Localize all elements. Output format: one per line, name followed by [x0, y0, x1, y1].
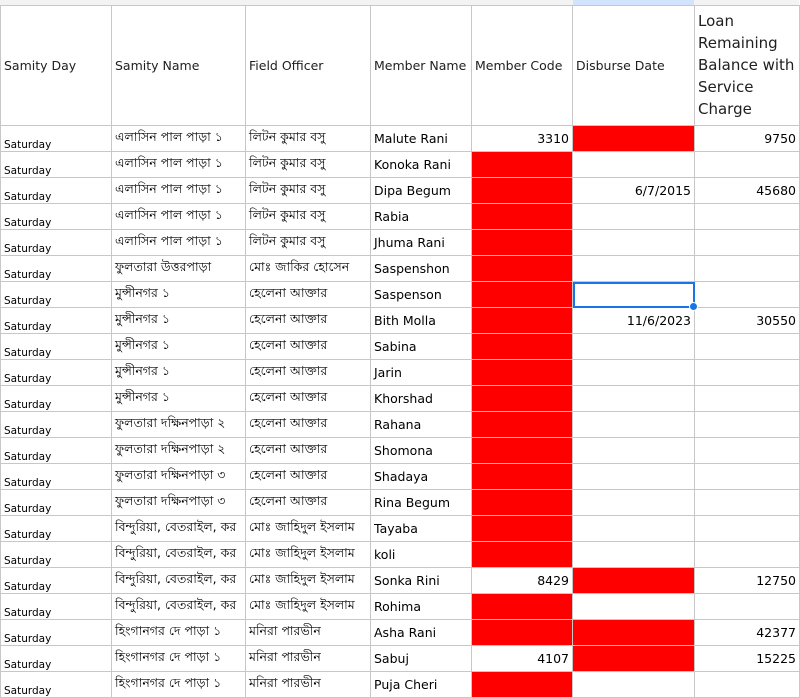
cell-samity-day[interactable]: Saturday: [1, 282, 112, 308]
header-disburse-date[interactable]: Disburse Date: [573, 6, 695, 126]
cell-field-officer[interactable]: মোঃ জাহিদুল ইসলাম: [246, 542, 371, 568]
cell-disburse-date[interactable]: [573, 672, 695, 698]
cell-member-code[interactable]: [472, 386, 573, 412]
cell-samity-name[interactable]: বিন্দুরিয়া, বেতরাইল, কর: [112, 594, 246, 620]
cell-samity-name[interactable]: এলাসিন পাল পাড়া ১: [112, 126, 246, 152]
table-row: [1, 256, 800, 282]
cell-member-code[interactable]: [472, 178, 573, 204]
cell-member-code[interactable]: [472, 672, 573, 698]
cell-disburse-date[interactable]: [573, 386, 695, 412]
header-member-code[interactable]: Member Code: [472, 6, 573, 126]
cell-member-code[interactable]: [472, 620, 573, 646]
cell-samity-day[interactable]: Saturday: [1, 360, 112, 386]
cell-member-code[interactable]: [472, 360, 573, 386]
cell-member-code[interactable]: [472, 308, 573, 334]
table-row: [1, 542, 800, 568]
cell-loan-balance[interactable]: [695, 360, 800, 386]
cell-disburse-date[interactable]: [573, 204, 695, 230]
cell-disburse-date[interactable]: [573, 256, 695, 282]
cell-member-code[interactable]: [472, 204, 573, 230]
cell-disburse-date[interactable]: [573, 230, 695, 256]
header-field-officer[interactable]: Field Officer: [246, 6, 371, 126]
cell-samity-day[interactable]: Saturday: [1, 672, 112, 698]
cell-samity-day[interactable]: Saturday: [1, 412, 112, 438]
cell-samity-name[interactable]: হিংগানগর দে পাড়া ১: [112, 672, 246, 698]
cell-member-name[interactable]: Rohima: [371, 594, 472, 620]
cell-field-officer[interactable]: লিটন কুমার বসু: [246, 230, 371, 256]
cell-samity-name[interactable]: বিন্দুরিয়া, বেতরাইল, কর: [112, 542, 246, 568]
cell-samity-day[interactable]: Saturday: [1, 464, 112, 490]
cell-member-name[interactable]: Bith Molla: [371, 308, 472, 334]
cell-field-officer[interactable]: হেলেনা আক্তার: [246, 412, 371, 438]
cell-loan-balance[interactable]: 12750: [695, 568, 800, 594]
cell-field-officer[interactable]: লিটন কুমার বসু: [246, 204, 371, 230]
cell-loan-balance[interactable]: [695, 542, 800, 568]
cell-member-name[interactable]: Tayaba: [371, 516, 472, 542]
cell-member-code[interactable]: [472, 516, 573, 542]
cell-samity-day[interactable]: Saturday: [1, 204, 112, 230]
table-row: [1, 620, 800, 646]
cell-member-name[interactable]: Sonka Rini: [371, 568, 472, 594]
cell-loan-balance[interactable]: [695, 334, 800, 360]
table-row: [1, 360, 800, 386]
cell-disburse-date[interactable]: 6/7/2015: [573, 178, 695, 204]
header-row: [1, 6, 800, 126]
cell-field-officer[interactable]: মোঃ জাহিদুল ইসলাম: [246, 594, 371, 620]
cell-member-name[interactable]: Dipa Begum: [371, 178, 472, 204]
cell-field-officer[interactable]: মনিরা পারভীন: [246, 620, 371, 646]
cell-loan-balance[interactable]: [695, 672, 800, 698]
cell-member-name[interactable]: Asha Rani: [371, 620, 472, 646]
cell-field-officer[interactable]: হেলেনা আক্তার: [246, 282, 371, 308]
cell-disburse-date[interactable]: 11/6/2023: [573, 308, 695, 334]
cell-samity-name[interactable]: এলাসিন পাল পাড়া ১: [112, 204, 246, 230]
cell-disburse-date[interactable]: [573, 542, 695, 568]
cell-samity-day[interactable]: Saturday: [1, 152, 112, 178]
cell-disburse-date[interactable]: [573, 516, 695, 542]
cell-disburse-date[interactable]: [573, 464, 695, 490]
cell-member-code[interactable]: [472, 412, 573, 438]
cell-loan-balance[interactable]: [695, 256, 800, 282]
cell-samity-name[interactable]: ফুলতারা দক্ষিনপাড়া ২: [112, 438, 246, 464]
cell-samity-day[interactable]: Saturday: [1, 646, 112, 672]
cell-samity-name[interactable]: মুন্সীনগর ১: [112, 386, 246, 412]
cell-member-name[interactable]: Saspenson: [371, 282, 472, 308]
cell-member-name[interactable]: Rina Begum: [371, 490, 472, 516]
cell-field-officer[interactable]: হেলেনা আক্তার: [246, 386, 371, 412]
cell-samity-day[interactable]: Saturday: [1, 308, 112, 334]
cell-samity-day[interactable]: Saturday: [1, 126, 112, 152]
cell-field-officer[interactable]: হেলেনা আক্তার: [246, 438, 371, 464]
cell-samity-day[interactable]: Saturday: [1, 386, 112, 412]
cell-member-name[interactable]: Jhuma Rani: [371, 230, 472, 256]
cell-loan-balance[interactable]: [695, 386, 800, 412]
cell-samity-name[interactable]: ফুলতারা দক্ষিনপাড়া ৩: [112, 490, 246, 516]
cell-field-officer[interactable]: হেলেনা আক্তার: [246, 464, 371, 490]
cell-member-code[interactable]: 4107: [472, 646, 573, 672]
header-member-name[interactable]: Member Name: [371, 6, 472, 126]
cell-loan-balance[interactable]: [695, 412, 800, 438]
table-row: [1, 308, 800, 334]
cell-member-code[interactable]: [472, 542, 573, 568]
cell-member-name[interactable]: koli: [371, 542, 472, 568]
table-row: [1, 516, 800, 542]
cell-loan-balance[interactable]: 15225: [695, 646, 800, 672]
cell-loan-balance[interactable]: 45680: [695, 178, 800, 204]
cell-samity-name[interactable]: এলাসিন পাল পাড়া ১: [112, 152, 246, 178]
cell-loan-balance[interactable]: 9750: [695, 126, 800, 152]
table-row: [1, 646, 800, 672]
cell-member-code[interactable]: 3310: [472, 126, 573, 152]
cell-member-name[interactable]: Saspenshon: [371, 256, 472, 282]
cell-loan-balance[interactable]: [695, 490, 800, 516]
cell-field-officer[interactable]: মোঃ জাকির হোসেন: [246, 256, 371, 282]
header-samity-day[interactable]: Samity Day: [1, 6, 112, 126]
cell-samity-name[interactable]: মুন্সীনগর ১: [112, 360, 246, 386]
cell-field-officer[interactable]: লিটন কুমার বসু: [246, 178, 371, 204]
cell-samity-name[interactable]: ফুলতারা দক্ষিনপাড়া ৩: [112, 464, 246, 490]
table-row: [1, 412, 800, 438]
cell-member-name[interactable]: Konoka Rani: [371, 152, 472, 178]
table-row: [1, 152, 800, 178]
cell-samity-name[interactable]: মুন্সীনগর ১: [112, 334, 246, 360]
cell-samity-name[interactable]: ফুলতারা উত্তরপাড়া: [112, 256, 246, 282]
cell-loan-balance[interactable]: [695, 438, 800, 464]
cell-field-officer[interactable]: মোঃ জাহিদুল ইসলাম: [246, 516, 371, 542]
cell-field-officer[interactable]: হেলেনা আক্তার: [246, 360, 371, 386]
cell-disburse-date[interactable]: [573, 438, 695, 464]
table-row: [1, 672, 800, 698]
cell-loan-balance[interactable]: [695, 516, 800, 542]
cell-field-officer[interactable]: মনিরা পারভীন: [246, 646, 371, 672]
cell-loan-balance[interactable]: [695, 204, 800, 230]
cell-member-code[interactable]: [472, 490, 573, 516]
table-row: [1, 334, 800, 360]
cell-samity-name[interactable]: মুন্সীনগর ১: [112, 308, 246, 334]
cell-member-code[interactable]: [472, 438, 573, 464]
cell-member-code[interactable]: 8429: [472, 568, 573, 594]
cell-disburse-date[interactable]: [573, 360, 695, 386]
cell-samity-name[interactable]: এলাসিন পাল পাড়া ১: [112, 178, 246, 204]
cell-loan-balance[interactable]: [695, 282, 800, 308]
cell-samity-day[interactable]: Saturday: [1, 334, 112, 360]
table-row: [1, 490, 800, 516]
table-row: [1, 594, 800, 620]
cell-samity-name[interactable]: হিংগানগর দে পাড়া ১: [112, 646, 246, 672]
cell-loan-balance[interactable]: 30550: [695, 308, 800, 334]
cell-member-name[interactable]: Rabia: [371, 204, 472, 230]
cell-field-officer[interactable]: মোঃ জাহিদুল ইসলাম: [246, 568, 371, 594]
cell-member-name[interactable]: Jarin: [371, 360, 472, 386]
cell-samity-day[interactable]: Saturday: [1, 568, 112, 594]
cell-member-name[interactable]: Shadaya: [371, 464, 472, 490]
cell-samity-day[interactable]: Saturday: [1, 256, 112, 282]
cell-samity-day[interactable]: Saturday: [1, 230, 112, 256]
cell-member-name[interactable]: Malute Rani: [371, 126, 472, 152]
cell-disburse-date[interactable]: [573, 490, 695, 516]
cell-field-officer[interactable]: লিটন কুমার বসু: [246, 152, 371, 178]
table-row: [1, 230, 800, 256]
cell-samity-name[interactable]: মুন্সীনগর ১: [112, 282, 246, 308]
cell-field-officer[interactable]: লিটন কুমার বসু: [246, 126, 371, 152]
table-row: [1, 178, 800, 204]
cell-disburse-date[interactable]: [573, 594, 695, 620]
cell-member-name[interactable]: Shomona: [371, 438, 472, 464]
table-row: [1, 464, 800, 490]
cell-samity-name[interactable]: বিন্দুরিয়া, বেতরাইল, কর: [112, 568, 246, 594]
cell-disburse-date[interactable]: [573, 152, 695, 178]
cell-loan-balance[interactable]: [695, 464, 800, 490]
cell-samity-name[interactable]: হিংগানগর দে পাড়া ১: [112, 620, 246, 646]
table-row: [1, 568, 800, 594]
loan-table: [0, 5, 800, 698]
cell-field-officer[interactable]: মনিরা পারভীন: [246, 672, 371, 698]
cell-disburse-date[interactable]: [573, 568, 695, 594]
cell-member-name[interactable]: Khorshad: [371, 386, 472, 412]
cell-samity-day[interactable]: Saturday: [1, 594, 112, 620]
header-samity-name[interactable]: Samity Name: [112, 6, 246, 126]
cell-samity-name[interactable]: এলাসিন পাল পাড়া ১: [112, 230, 246, 256]
cell-samity-day[interactable]: Saturday: [1, 438, 112, 464]
cell-member-code[interactable]: [472, 230, 573, 256]
cell-member-code[interactable]: [472, 152, 573, 178]
table-row: [1, 282, 800, 308]
cell-samity-day[interactable]: Saturday: [1, 620, 112, 646]
cell-field-officer[interactable]: হেলেনা আক্তার: [246, 308, 371, 334]
cell-loan-balance[interactable]: [695, 594, 800, 620]
header-loan-balance[interactable]: Loan Remaining Balance with Service Charge: [695, 6, 800, 126]
cell-member-name[interactable]: Rahana: [371, 412, 472, 438]
cell-disburse-date[interactable]: [573, 334, 695, 360]
cell-disburse-date[interactable]: [573, 412, 695, 438]
cell-disburse-date[interactable]: [573, 646, 695, 672]
cell-disburse-date[interactable]: [573, 126, 695, 152]
cell-loan-balance[interactable]: [695, 152, 800, 178]
fill-handle[interactable]: [689, 302, 698, 311]
cell-loan-balance[interactable]: [695, 230, 800, 256]
table-row: [1, 204, 800, 230]
cell-loan-balance[interactable]: 42377: [695, 620, 800, 646]
cell-member-name[interactable]: Puja Cheri: [371, 672, 472, 698]
cell-member-name[interactable]: Sabuj: [371, 646, 472, 672]
cell-samity-day[interactable]: Saturday: [1, 490, 112, 516]
cell-member-code[interactable]: [472, 594, 573, 620]
cell-field-officer[interactable]: হেলেনা আক্তার: [246, 490, 371, 516]
cell-member-code[interactable]: [472, 334, 573, 360]
cell-member-name[interactable]: Sabina: [371, 334, 472, 360]
table-row: [1, 386, 800, 412]
cell-samity-name[interactable]: ফুলতারা দক্ষিনপাড়া ২: [112, 412, 246, 438]
cell-samity-day[interactable]: Saturday: [1, 516, 112, 542]
cell-member-code[interactable]: [472, 256, 573, 282]
cell-member-code[interactable]: [472, 282, 573, 308]
table-row: [1, 438, 800, 464]
cell-member-code[interactable]: [472, 464, 573, 490]
cell-samity-name[interactable]: বিন্দুরিয়া, বেতরাইল, কর: [112, 516, 246, 542]
cell-field-officer[interactable]: হেলেনা আক্তার: [246, 334, 371, 360]
cell-disburse-date[interactable]: [573, 620, 695, 646]
cell-disburse-date[interactable]: [573, 282, 695, 308]
cell-samity-day[interactable]: Saturday: [1, 542, 112, 568]
cell-samity-day[interactable]: Saturday: [1, 178, 112, 204]
table-row: [1, 126, 800, 152]
